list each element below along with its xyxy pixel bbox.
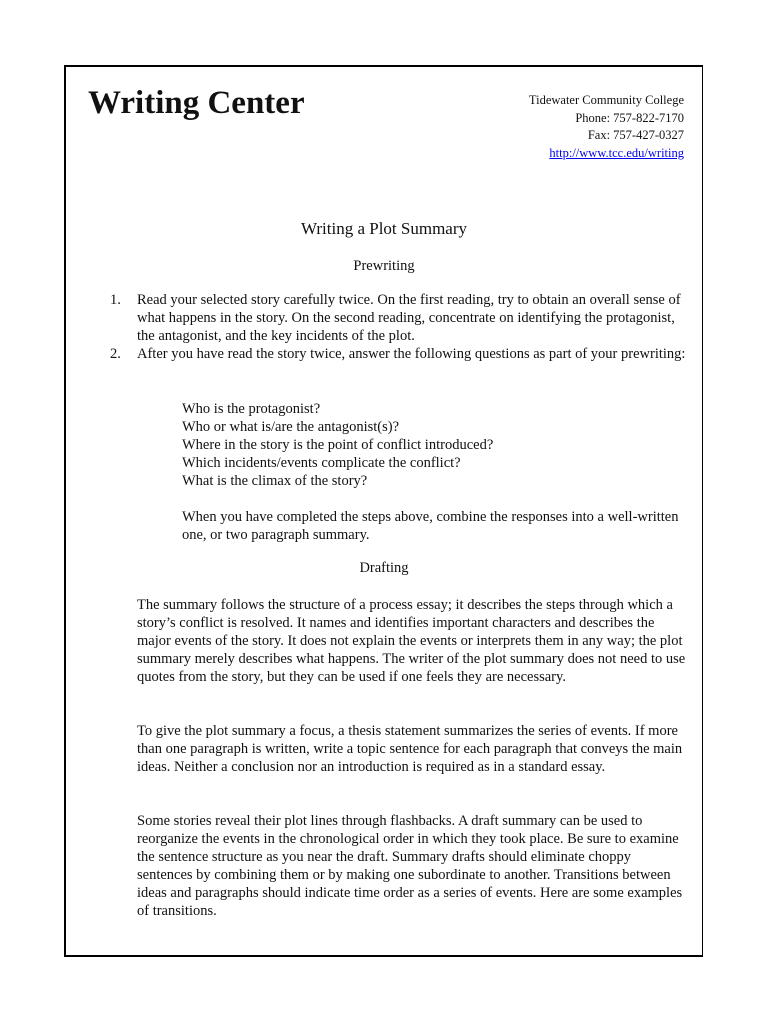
list-item: [110, 345, 690, 363]
document-page: [64, 65, 703, 957]
step-text: After you have read the story twice, answer the following questions as part of your prewriting:: [137, 346, 686, 362]
college-name: Tidewater Community College: [528, 93, 684, 107]
question-item: Who is the protagonist?: [182, 401, 321, 417]
contact-block: [529, 92, 684, 162]
drafting-paragraph: The summary follows the structure of a process essay; it describes the steps through which a story’s conflict is resolved. It names and identifies important characters and describes the major events of the story. It does not explain the events or interprets them in any way; the plot summary merely describes what happens. The writer of the plot summary does not need to use quotes from the story, but they can be used if one feels they are necessary.: [137, 597, 686, 685]
step-text: Read your selected story carefully twice. On the first reading, try to obtain an overall sense of what happens in the story. On the second reading, concentrate on identifying the protagonist, the antagonist, and the key incidents of the plot.: [137, 292, 681, 344]
document-title: Writing a Plot Summary: [301, 219, 467, 238]
phone-number: Phone: 757-822-7170: [575, 110, 684, 125]
drafting-heading: Drafting: [359, 560, 409, 576]
question-item: What is the climax of the story?: [182, 473, 368, 489]
step-number: 2.: [110, 346, 121, 362]
step-number: 1.: [110, 292, 121, 308]
drafting-paragraph: To give the plot summary a focus, a thesis statement summarizes the series of events. If more than one paragraph is written, write a topic sentence for each paragraph that conveys the main ideas. Neither a conclusion nor an introduction is required as in a standard essay.: [137, 723, 683, 775]
prewriting-steps: [110, 291, 690, 363]
question-item: Who or what is/are the antagonist(s)?: [182, 419, 400, 435]
website-link[interactable]: http://www.tcc.edu/writing: [549, 145, 684, 160]
question-item: Which incidents/events complicate the conflict?: [182, 455, 461, 471]
combine-instruction: When you have completed the steps above, combine the responses into a well-written one, or two paragraph summary.: [182, 509, 679, 543]
list-item: [110, 291, 690, 345]
prewriting-heading: Prewriting: [353, 258, 415, 274]
question-item: Where in the story is the point of conflict introduced?: [182, 437, 494, 453]
drafting-paragraph: Some stories reveal their plot lines through flashbacks. A draft summary can be used to reorganize the events in the chronological order in which they took place. Be sure to examine the sentence structure as you near the draft. Summary drafts should eliminate choppy sentences by combining them or by making one subordinate to another. Transitions between ideas and paragraphs should indicate time order as a series of events. Here are some examples of transitions.: [137, 813, 683, 919]
fax-number: Fax: 757-427-0327: [587, 128, 684, 142]
question-list: [182, 400, 493, 490]
brand-title: Writing Center: [88, 85, 305, 121]
